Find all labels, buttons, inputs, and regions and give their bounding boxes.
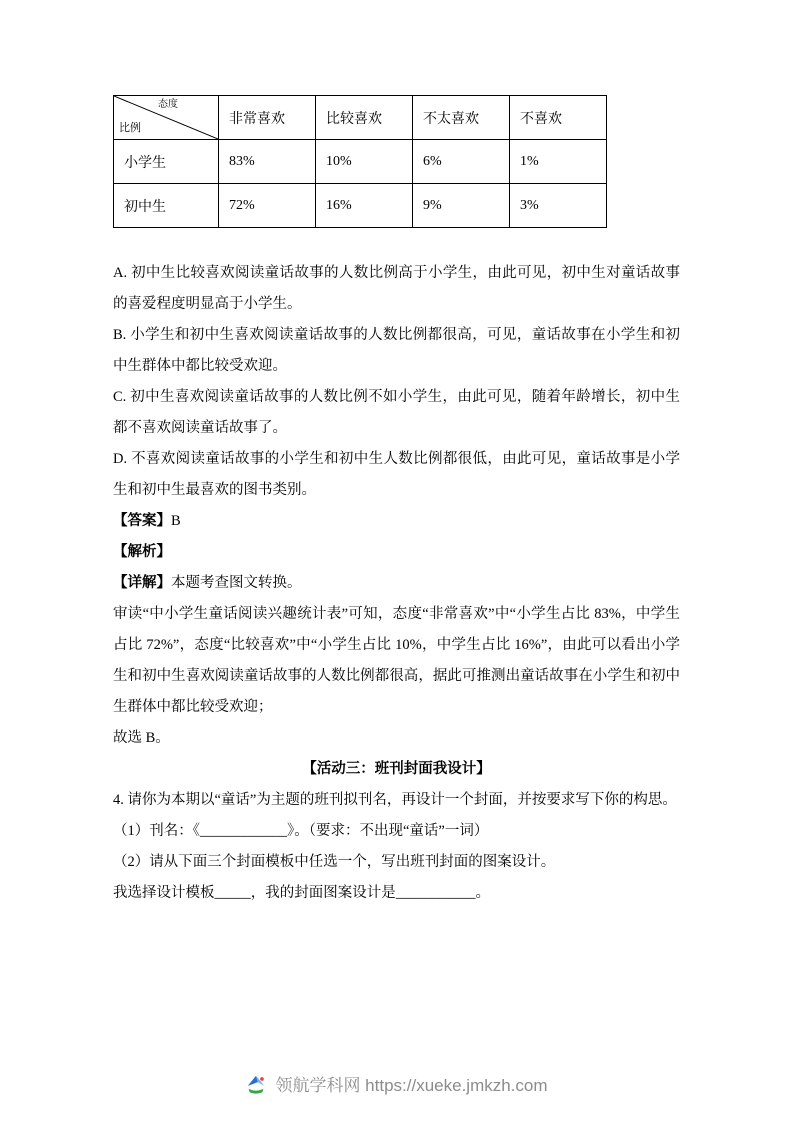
detail-line (113, 568, 680, 599)
site-logo-icon (245, 1073, 267, 1095)
conclusion-line: 故选 B。 (113, 730, 170, 746)
table-row (114, 184, 607, 228)
analysis-label: 【解析】 (113, 544, 171, 560)
question-4: 4. 请你为本期以“童话”为主题的班刊拟刊名，再设计一个封面，并按要求写下你的构思。 (113, 792, 677, 808)
detail-label: 【详解】 (113, 575, 171, 591)
answer-line (113, 506, 680, 537)
column-header: 不太喜欢 (413, 96, 510, 140)
reading-interest-table (113, 95, 607, 228)
answer-value: B (171, 513, 181, 529)
column-header: 非常喜欢 (219, 96, 316, 140)
question-4-part1: （1）刊名：《____________》。（要求：不出现“童话”一词） (113, 823, 489, 839)
column-header: 不喜欢 (510, 96, 607, 140)
table-cell: 9% (413, 184, 510, 228)
footer-text: 领航学科网 https://xueke.jmkzh.com (275, 1076, 548, 1095)
question-body (113, 258, 680, 909)
answer-label: 【答案】 (113, 513, 171, 529)
question-4-fill: 我选择设计模板_____，我的封面图案设计是___________。 (113, 885, 490, 901)
document-content (113, 95, 680, 909)
table-header-row (114, 96, 607, 140)
table-cell: 83% (219, 140, 316, 184)
site-footer (0, 1071, 793, 1096)
option-c: C. 初中生喜欢阅读童话故事的人数比例不如小学生，由此可见，随着年龄增长，初中生都不喜欢阅读童话故事了。 (113, 389, 680, 436)
table-cell: 10% (316, 140, 413, 184)
detail-paragraph: 审读“中小学生童话阅读兴趣统计表”可知，态度“非常喜欢”中“小学生占比 83%，中学生占比 72%”，态度“比较喜欢”中“小学生占比 10%，中学生占比 16%”，由此可以看出小学生和初中生喜欢阅读童话故事的人数比例都很高，据此可推测出童话故事在小学生和初中生群体中都比较受欢迎； (113, 606, 680, 715)
table-cell: 6% (413, 140, 510, 184)
table-cell: 3% (510, 184, 607, 228)
option-a: A. 初中生比较喜欢阅读童话故事的人数比例高于小学生，由此可见，初中生对童话故事的喜爱程度明显高于小学生。 (113, 265, 680, 312)
table-row (114, 140, 607, 184)
row-label: 小学生 (114, 140, 219, 184)
analysis-line (113, 537, 680, 568)
activity-heading: 【活动三：班刊封面我设计】 (302, 761, 491, 777)
diagonal-header-cell (114, 96, 219, 140)
table-cell: 72% (219, 184, 316, 228)
option-b: B. 小学生和初中生喜欢阅读童话故事的人数比例都很高，可见，童话故事在小学生和初中生群体中都比较受欢迎。 (113, 327, 680, 374)
table-cell: 16% (316, 184, 413, 228)
row-label: 初中生 (114, 184, 219, 228)
column-header: 比较喜欢 (316, 96, 413, 140)
detail-intro: 本题考查图文转换。 (171, 575, 302, 591)
diagonal-bottom-label: 比例 (119, 122, 141, 134)
question-4-part2: （2）请从下面三个封面模板中任选一个，写出班刊封面的图案设计。 (113, 854, 556, 870)
table-cell: 1% (510, 140, 607, 184)
diagonal-top-label: 态度 (158, 99, 178, 110)
option-d: D. 不喜欢阅读童话故事的小学生和初中生人数比例都很低，由此可见，童话故事是小学生和初中生最喜欢的图书类别。 (113, 451, 680, 498)
